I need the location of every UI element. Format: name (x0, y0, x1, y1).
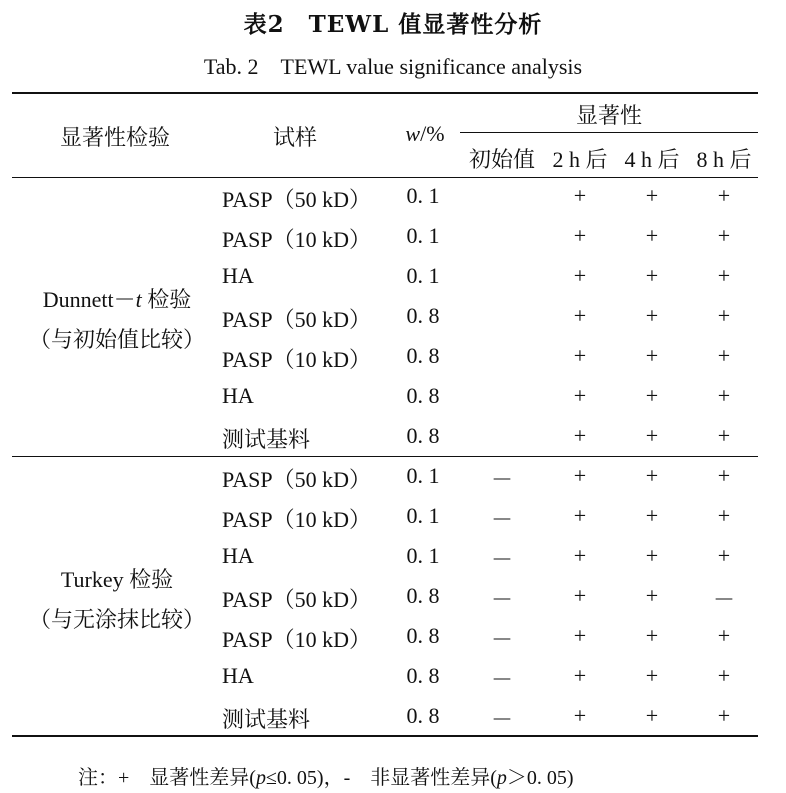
h8-cell: + (717, 343, 731, 368)
h2-cell: + (573, 703, 587, 728)
h2-cell: + (573, 183, 587, 208)
sample-cell: PASP（50 kD） (222, 467, 371, 492)
sample-cell: PASP（50 kD） (222, 187, 371, 212)
h8-cell: + (717, 503, 731, 528)
h2-cell: + (573, 463, 587, 488)
h4-cell: + (645, 663, 659, 688)
initial-cell: － (490, 507, 513, 532)
w-cell: 0. 1 (406, 463, 440, 488)
bottom-rule (12, 735, 758, 737)
sample-cell: PASP（10 kD） (222, 227, 371, 252)
h8-cell: + (717, 623, 731, 648)
w-cell: 0. 1 (406, 263, 440, 288)
h2-cell: + (573, 303, 587, 328)
header-4h: 4 h 后 (624, 147, 680, 172)
h4-cell: + (645, 383, 659, 408)
header-significance: 显著性 (575, 103, 642, 128)
h2-cell: + (573, 343, 587, 368)
h8-cell: + (717, 663, 731, 688)
h4-cell: + (645, 183, 659, 208)
h4-cell: + (645, 503, 659, 528)
h2-cell: + (573, 383, 587, 408)
header-2h: 2 h 后 (552, 147, 608, 172)
initial-cell: － (490, 547, 513, 572)
group-sublabel-turkey: （与无涂抹比较） (28, 607, 205, 632)
header-w (380, 121, 470, 147)
w-cell: 0. 1 (406, 223, 440, 248)
w-cell: 0. 8 (406, 583, 440, 608)
h2-cell: + (573, 623, 587, 648)
sample-cell: HA (222, 543, 254, 568)
initial-cell: － (490, 467, 513, 492)
header-significance-test: 显著性检验 (59, 125, 170, 150)
w-cell: 0. 8 (406, 703, 440, 728)
group-label-turkey: Turkey 检验 (60, 567, 174, 592)
initial-cell: － (490, 627, 513, 652)
h2-cell: + (573, 423, 587, 448)
h8-cell: + (717, 703, 731, 728)
h2-cell: + (573, 263, 587, 288)
sample-cell: HA (222, 383, 254, 408)
h4-cell: + (645, 543, 659, 568)
group-sublabel-dunnett: （与初始值比较） (28, 327, 205, 352)
h4-cell: + (645, 223, 659, 248)
h2-cell: + (573, 223, 587, 248)
h2-cell: + (573, 543, 587, 568)
h4-cell: + (645, 423, 659, 448)
header-bottom-rule (12, 177, 758, 178)
initial-cell: － (490, 587, 513, 612)
sample-cell: HA (222, 263, 254, 288)
h8-cell: + (717, 423, 731, 448)
table-title-cn: 表2 TEWL 值显著性分析 (243, 11, 543, 38)
w-cell: 0. 8 (406, 623, 440, 648)
significance-underline (460, 132, 758, 133)
sample-cell: 测试基料 (222, 427, 311, 452)
sample-cell: PASP（10 kD） (222, 347, 371, 372)
h8-cell: + (717, 543, 731, 568)
group-label-dunnett: Dunnett－t 检验 (42, 287, 192, 312)
sample-cell: PASP（10 kD） (222, 627, 371, 652)
sample-cell: PASP（50 kD） (222, 587, 371, 612)
sample-cell: PASP（10 kD） (222, 507, 371, 532)
header-initial: 初始值 (468, 147, 535, 172)
h2-cell: + (573, 503, 587, 528)
top-rule (12, 92, 758, 94)
h2-cell: + (573, 583, 587, 608)
h8-cell: + (717, 223, 731, 248)
initial-cell: － (490, 667, 513, 692)
h4-cell: + (645, 623, 659, 648)
h4-cell: + (645, 463, 659, 488)
w-cell: 0. 8 (406, 383, 440, 408)
h4-cell: + (645, 263, 659, 288)
sample-cell: PASP（50 kD） (222, 307, 371, 332)
h4-cell: + (645, 583, 659, 608)
initial-cell: － (490, 707, 513, 732)
sample-cell: 测试基料 (222, 707, 311, 732)
w-cell: 0. 8 (406, 343, 440, 368)
h8-cell: － (712, 587, 735, 612)
w-cell: 0. 1 (406, 183, 440, 208)
group-divider-rule (12, 456, 758, 457)
table-note: 注：+ 显著性差异(p≤0. 05)，- 非显著性差异(p＞0. 05) (78, 767, 574, 789)
w-cell: 0. 1 (406, 543, 440, 568)
h8-cell: + (717, 383, 731, 408)
h4-cell: + (645, 343, 659, 368)
header-sample: 试样 (272, 125, 317, 150)
h4-cell: + (645, 703, 659, 728)
w-cell: 0. 1 (406, 503, 440, 528)
h4-cell: + (645, 303, 659, 328)
w-cell: 0. 8 (406, 423, 440, 448)
h8-cell: + (717, 183, 731, 208)
header-w-unit: /% (420, 121, 445, 146)
sample-cell: HA (222, 663, 254, 688)
w-cell: 0. 8 (406, 663, 440, 688)
header-w-symbol: w (405, 121, 421, 146)
h8-cell: + (717, 263, 731, 288)
w-cell: 0. 8 (406, 303, 440, 328)
h8-cell: + (717, 303, 731, 328)
table-title-en: Tab. 2 TEWL value significance analysis (203, 54, 583, 79)
header-8h: 8 h 后 (696, 147, 752, 172)
h8-cell: + (717, 463, 731, 488)
h2-cell: + (573, 663, 587, 688)
